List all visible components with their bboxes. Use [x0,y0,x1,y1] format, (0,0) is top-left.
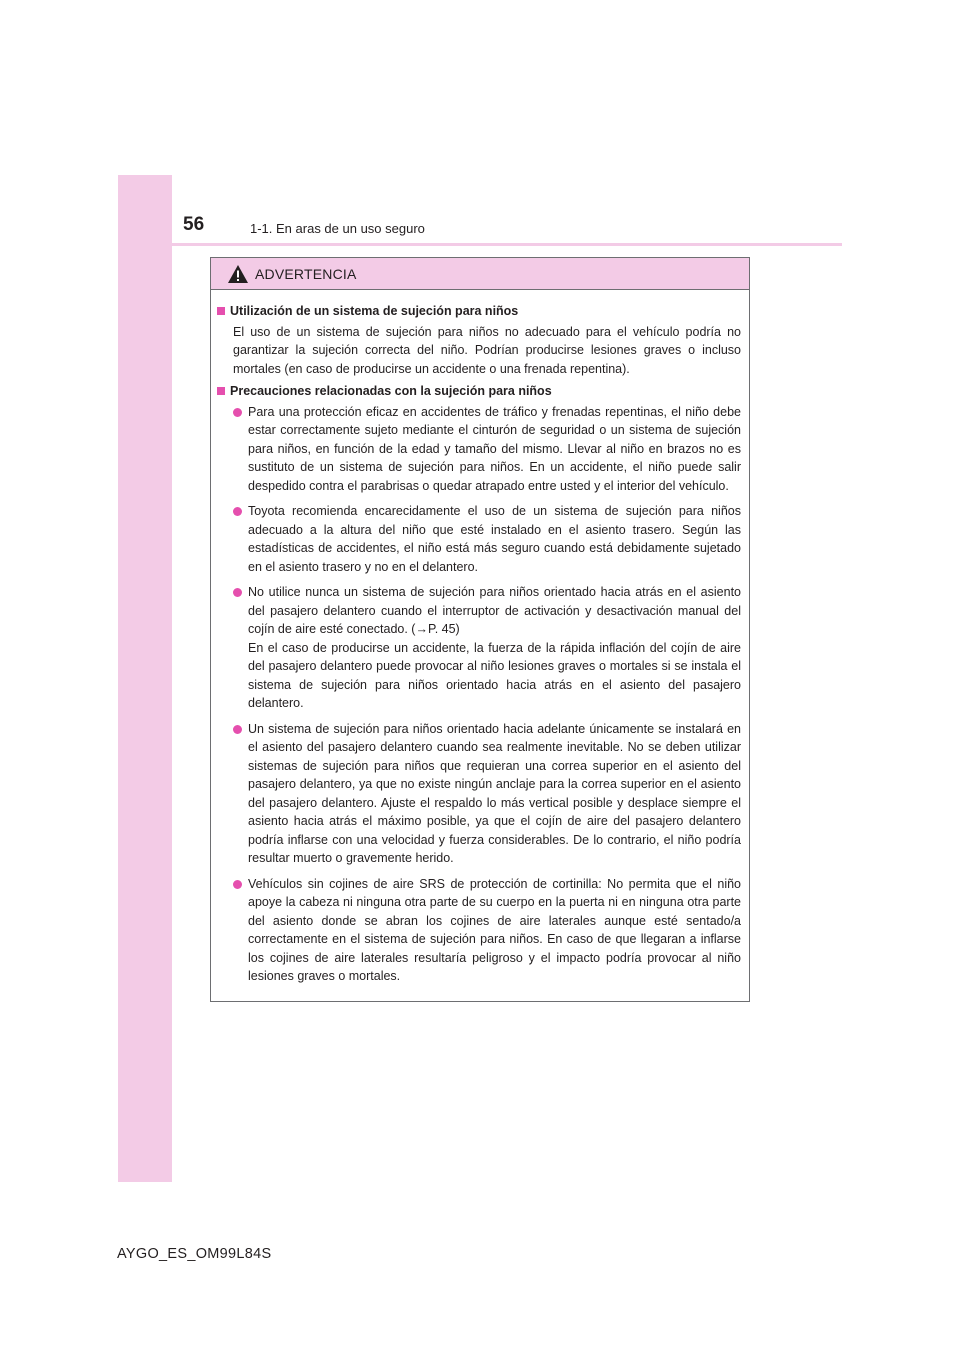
warning-body [211,290,749,986]
bullet-item: Toyota recomienda encarecidamente el uso de un sistema de sujeción para niños adecuado a la altura del niño que esté instalado en el asiento trasero. Según las estadísticas de accidentes, el niño está más seguro cuando está debidamente sujetado en el asiento trasero y no en el delantero. [233,502,741,576]
warning-box [210,257,750,1002]
round-bullet-icon [233,408,242,417]
square-bullet-icon [217,387,225,395]
round-bullet-icon [233,880,242,889]
round-bullet-icon [233,725,242,734]
bullet-item: Un sistema de sujeción para niños orientado hacia adelante únicamente se instalará en el asiento del pasajero delantero cuando sea realmente inevitable. No se deben utilizar sistemas de sujeción para niños que requieran una correa superior en el asiento del pasajero delantero, ya que no existe ningún anclaje para la correa superior en el asiento del pasajero delantero. Ajuste el respaldo lo más vertical posible y desplace siempre el asiento hacia atrás el máximo posible, ya que el cojín de aire del pasajero delantero podría inflarse con una velocidad y fuerza considerables. De lo contrario, el niño podría resultar muerto o gravemente herido. [233,720,741,868]
round-bullet-icon [233,507,242,516]
page-number: 56 [183,214,205,235]
section-paragraph: El uso de un sistema de sujeción para niños no adecuado para el vehículo podría no garantizar la sujeción correcta del niño. Podrían producirse lesiones graves o incluso mortales (en caso de producirse un accidente o una frenada repentina). [233,324,741,376]
bullet-item: Para una protección eficaz en accidentes de tráfico y frenadas repentinas, el niño debe estar correctamente sujeto mediante el cinturón de seguridad o un sistema de sujeción para niños, en función de la edad y tamaño del mismo. Llevar al niño en brazos no es sustituto de un sistema de sujeción para niños. En un accidente, el niño puede salir despedido contra el parabrisas o quedar atrapado entre usted y el interior del vehículo. [233,403,741,496]
side-color-band [118,175,172,1182]
bullet-item: No utilice nunca un sistema de sujeción para niños orientado hacia atrás en el asiento del pasajero delantero cuando el interruptor de activación y desactivación manual del cojín de aire esté conectado. (→P. 45) En el caso de producirse un accidente, la fuerza de la rápida inflación del cojín de aire del pasajero delantero puede provocar al niño lesiones graves o mortales si se instala el sistema de sujeción para niños orientado hacia atrás en el asiento del pasajero delantero. [233,583,741,713]
section-heading: Precauciones relacionadas con la sujeción para niños [217,382,741,401]
warning-section [217,302,741,378]
document-code: AYGO_ES_OM99L84S [117,1246,272,1262]
warning-header [211,258,749,290]
round-bullet-icon [233,588,242,597]
section-title: 1-1. En aras de un uso seguro [250,221,425,236]
header-divider [172,243,842,246]
bullet-item: Vehículos sin cojines de aire SRS de protección de cortinilla: No permita que el niño apoye la cabeza ni ninguna otra parte de su cuerpo en la puerta ni en ninguna otra parte del asiento donde se abran los cojines de aire laterales aunque esté sentado/a correctamente en el sistema de sujeción para niños. En caso de que llegaran a inflarse los cojines de aire laterales resultaría peligroso y el impacto podría provocar al niño lesiones graves o mortales. [233,875,741,986]
warning-triangle-icon [227,264,249,284]
section-heading: Utilización de un sistema de sujeción para niños [217,302,741,321]
warning-section [217,382,741,986]
square-bullet-icon [217,307,225,315]
warning-title: ADVERTENCIA [255,265,357,282]
